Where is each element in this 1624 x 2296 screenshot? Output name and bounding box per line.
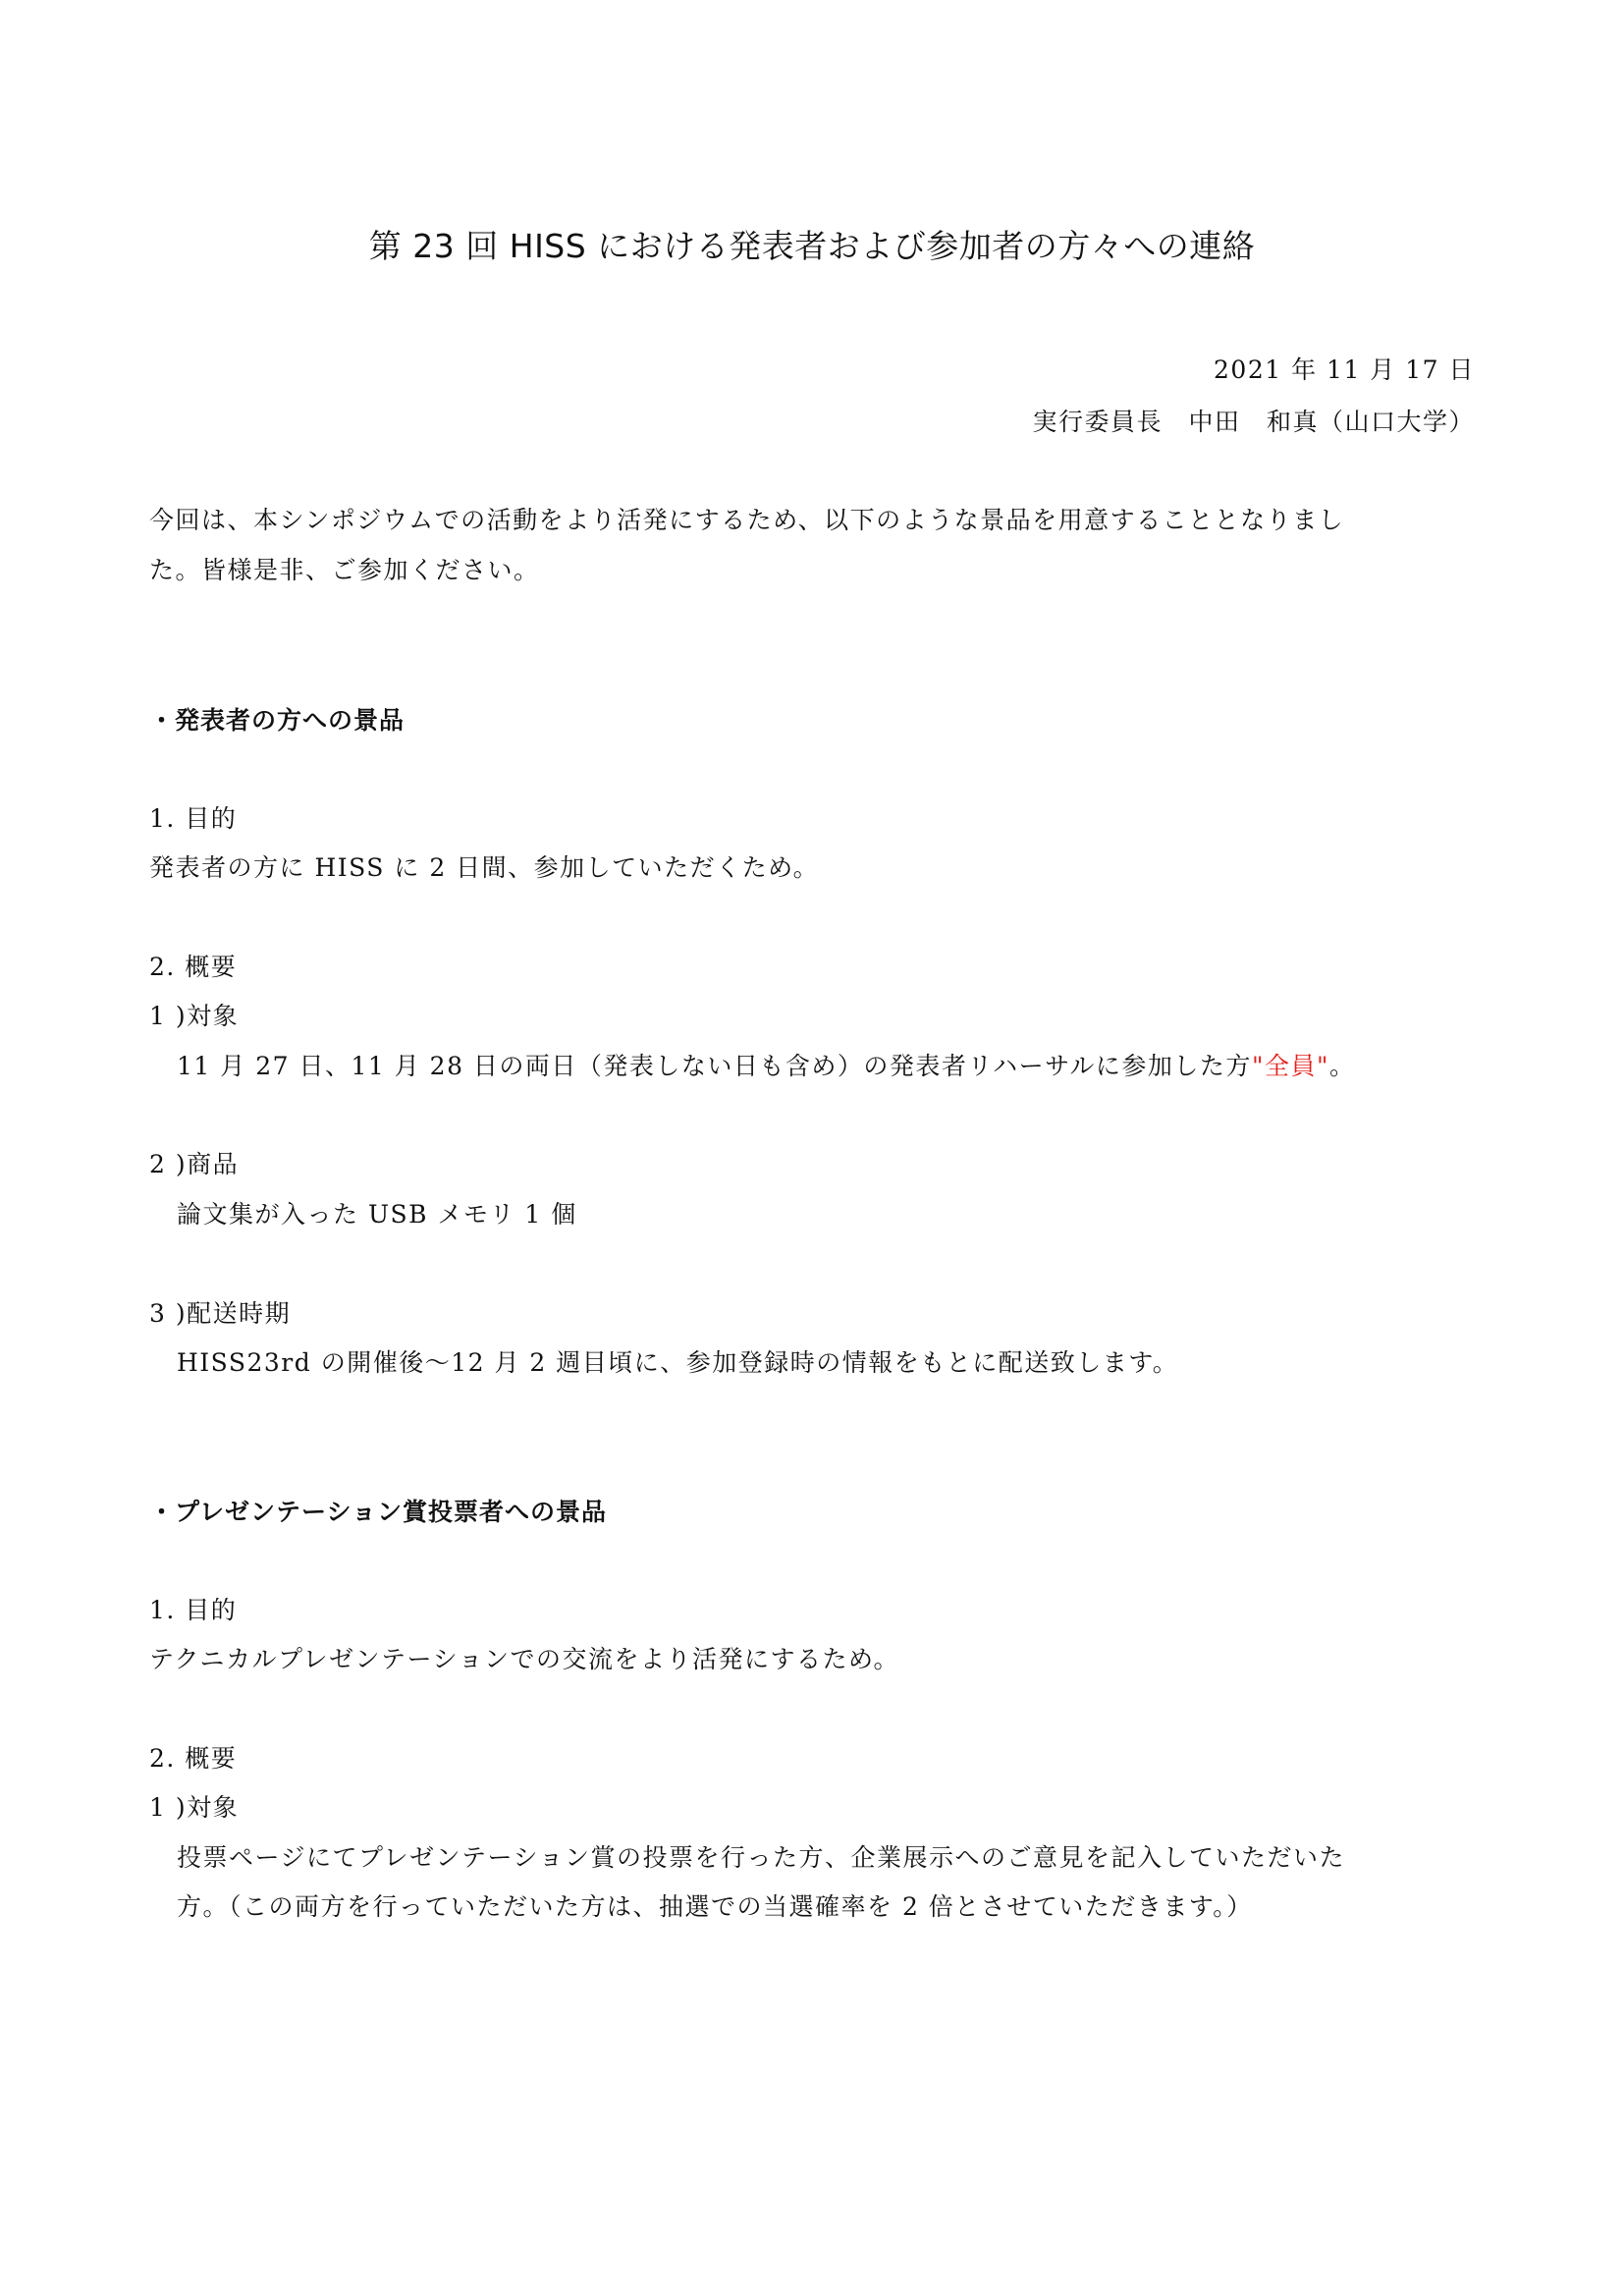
target-text-main: 11 月 27 日、11 月 28 日の両日（発表しない日も含め）の発表者リハーサルに参加した方 xyxy=(177,1052,1252,1080)
section1-purpose-label: 1. 目的 xyxy=(149,804,238,833)
section1-purpose-text: 発表者の方に HISS に 2 日間、参加していただくため。 xyxy=(149,853,820,882)
document-title: 第 23 回 HISS における発表者および参加者の方々への連絡 xyxy=(368,227,1256,265)
section2-purpose-text: テクニカルプレゼンテーションでの交流をより活発にするため。 xyxy=(149,1645,900,1673)
intro-line-2: た。皆様是非、ご参加ください。 xyxy=(149,556,540,584)
document-date: 2021 年 11 月 17 日 xyxy=(1214,355,1475,384)
section2-target-label: 1 )対象 xyxy=(149,1793,240,1822)
section1-target-text xyxy=(177,1047,1355,1086)
section2-target-text-line-2: 方。（この両方を行っていただいた方は、抽選での当選確率を 2 倍とさせていただきます。） xyxy=(177,1892,1253,1921)
target-emphasis: 全員 xyxy=(1264,1052,1317,1080)
target-text-end: 。 xyxy=(1328,1052,1356,1080)
section2-purpose-label: 1. 目的 xyxy=(149,1596,238,1624)
section2-target-text-line-1: 投票ページにてプレゼンテーション賞の投票を行った方、企業展示へのご意見を記入していただいた xyxy=(177,1843,1346,1872)
document-author: 実行委員長 中田 和真（山口大学） xyxy=(1032,408,1475,436)
target-quote-close: " xyxy=(1316,1052,1329,1080)
section1-overview-label: 2. 概要 xyxy=(149,953,238,981)
section1-prize-label: 2 )商品 xyxy=(149,1150,240,1178)
section2-heading: ・プレゼンテーション賞投票者への景品 xyxy=(149,1498,608,1526)
section1-target-label: 1 )対象 xyxy=(149,1002,240,1030)
section1-prize-text: 論文集が入った USB メモリ 1 個 xyxy=(177,1200,577,1229)
intro-line-1: 今回は、本シンポジウムでの活動をより活発にするため、以下のような景品を用意することとなりまし xyxy=(149,506,1345,534)
section1-delivery-text: HISS23rd の開催後〜12 月 2 週目頃に、参加登録時の情報をもとに配送致します。 xyxy=(177,1348,1179,1377)
target-quote-open: " xyxy=(1251,1052,1265,1080)
section1-heading: ・発表者の方への景品 xyxy=(149,706,406,735)
section1-delivery-label: 3 )配送時期 xyxy=(149,1299,292,1328)
section2-overview-label: 2. 概要 xyxy=(149,1744,238,1773)
